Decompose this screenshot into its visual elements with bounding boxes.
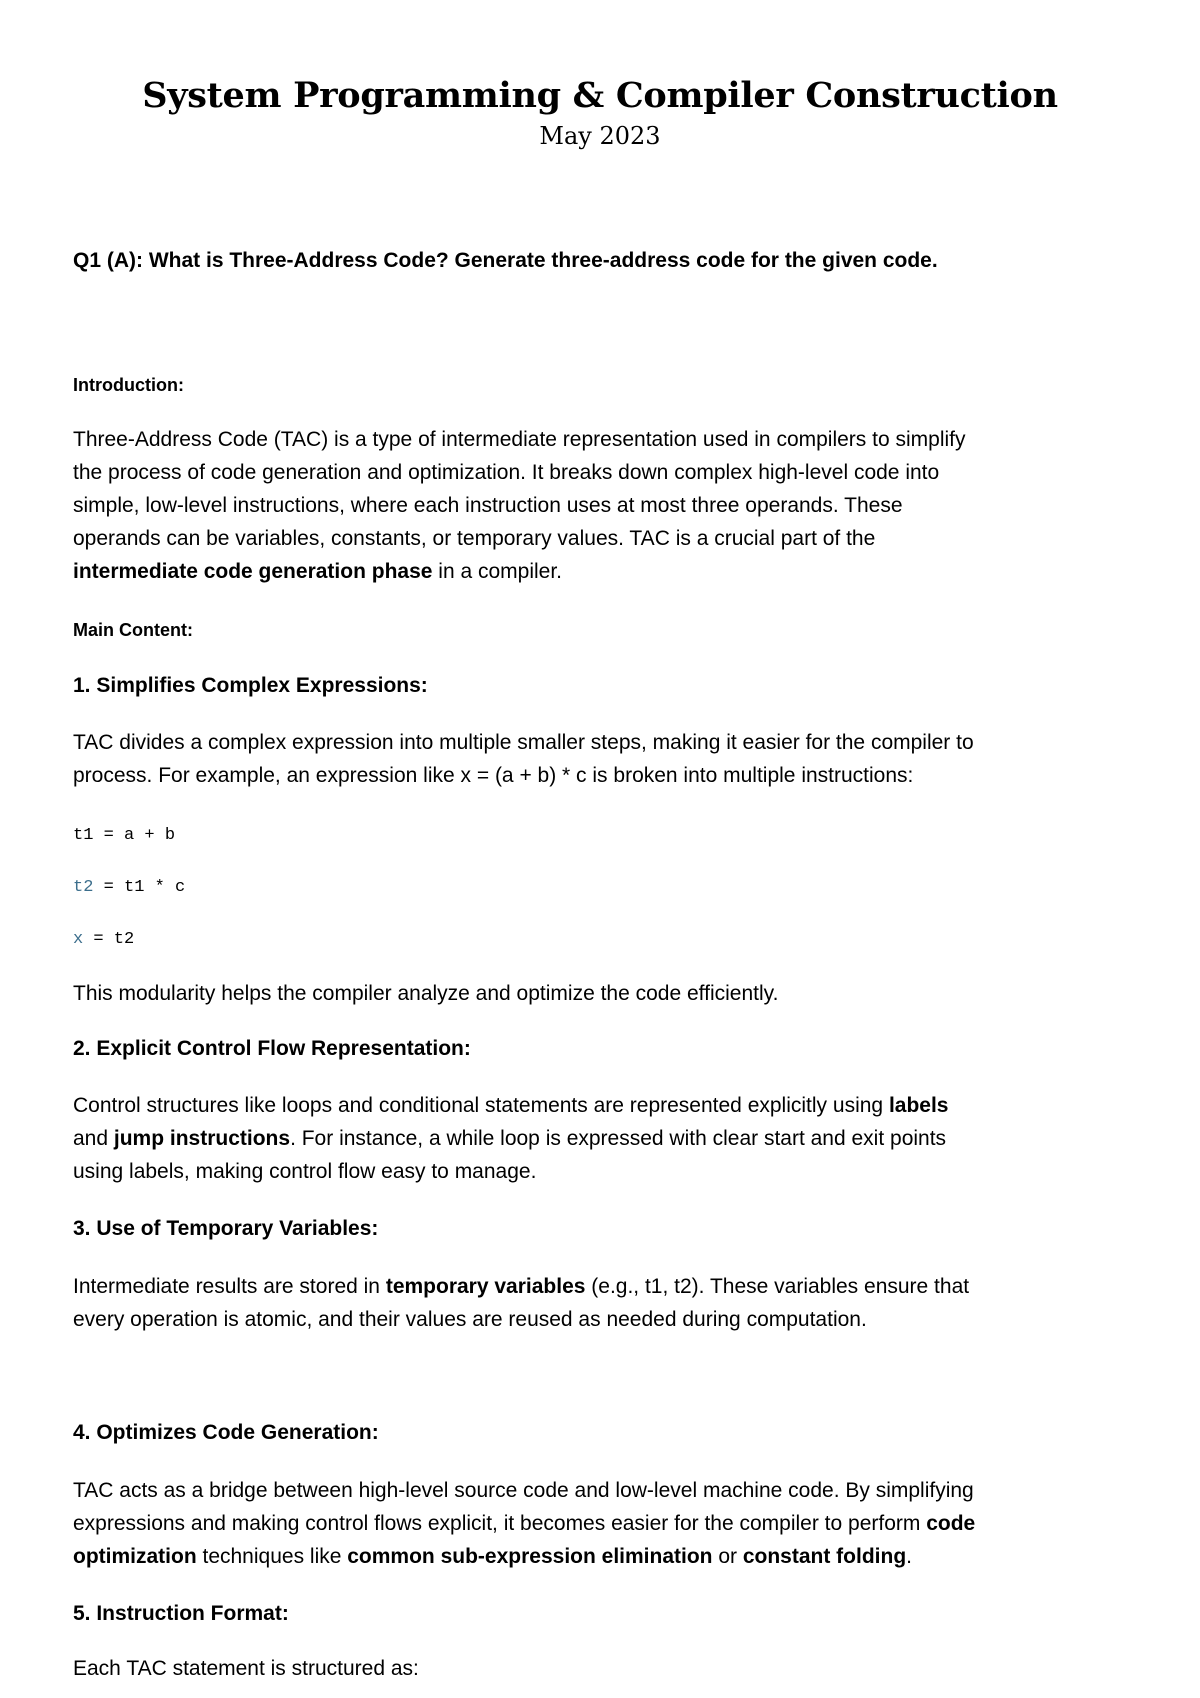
section-1-summary [73,977,1133,1010]
paragraph-line: Each TAC statement is structured as: [73,1657,419,1680]
paragraph-line [73,1122,1133,1155]
section-5-paragraph [73,1652,1133,1685]
paragraph-text: Intermediate results are stored in [73,1275,386,1298]
paragraph-text: or [712,1545,743,1568]
paragraph-line [73,1270,1133,1303]
paragraph-line: This modularity helps the compiler analyze and optimize the code efficiently. [73,982,779,1005]
introduction-paragraph [73,423,1133,588]
bold-term: code [926,1512,976,1535]
paragraph-line [73,555,1133,588]
paragraph-line: simple, low-level instructions, where each instruction uses at most three operands. These [73,494,903,517]
paragraph-line [73,1507,1133,1540]
paragraph-text: and [73,1127,114,1150]
paragraph-line: TAC acts as a bridge between high-level source code and low-level machine code. By simplifying [73,1479,974,1502]
bold-term: intermediate code generation phase [73,560,433,583]
paragraph-text: Control structures like loops and conditional statements are represented explicitly using [73,1094,889,1117]
document-title: System Programming & Compiler Construction [142,75,1058,116]
code-expression: = a + b [93,826,176,845]
section-1-heading: 1. Simplifies Complex Expressions: [73,674,428,697]
bold-term: common sub-expression elimination [347,1545,713,1568]
main-content-label: Main Content: [73,620,193,640]
code-line [73,928,134,952]
paragraph-line: the process of code generation and optimization. It breaks down complex high-level code into [73,461,940,484]
paragraph-line: every operation is atomic, and their values are reused as needed during computation. [73,1308,867,1331]
section-1-paragraph [73,726,1133,792]
paragraph-line: using labels, making control flow easy to manage. [73,1160,537,1183]
paragraph-line: process. For example, an expression like x = (a + b) * c is broken into multiple instructions: [73,764,914,787]
paragraph-line: TAC divides a complex expression into multiple smaller steps, making it easier for the compiler to [73,731,974,754]
code-variable: x [73,930,84,949]
document-date: May 2023 [539,122,661,150]
section-5-heading: 5. Instruction Format: [73,1602,289,1625]
paragraph-text: in a compiler. [432,560,562,583]
paragraph-line: Three-Address Code (TAC) is a type of intermediate representation used in compilers to simplify [73,428,966,451]
code-variable: t1 [73,826,94,845]
code-expression: = t2 [83,930,135,949]
section-2-paragraph [73,1089,1133,1188]
bold-term: constant folding [742,1545,907,1568]
section-4-heading: 4. Optimizes Code Generation: [73,1421,379,1444]
bold-term: jump instructions [113,1127,291,1150]
bold-term: optimization [73,1545,197,1568]
paragraph-text: techniques like [196,1545,348,1568]
paragraph-line [73,1540,1133,1573]
code-variable: t2 [73,878,94,897]
bold-term: temporary variables [385,1275,586,1298]
bold-term: labels [888,1094,949,1117]
question-heading: Q1 (A): What is Three-Address Code? Generate three-address code for the given code. [73,249,938,272]
paragraph-text: expressions and making control flows explicit, it becomes easier for the compiler to perform [73,1512,927,1535]
paragraph-line: operands can be variables, constants, or temporary values. TAC is a crucial part of the [73,527,876,550]
paragraph-text: . For instance, a while loop is expressed with clear start and exit points [290,1127,947,1150]
code-expression: = t1 * c [93,878,186,897]
section-2-heading: 2. Explicit Control Flow Representation: [73,1037,471,1060]
paragraph-text: . [906,1545,912,1568]
section-3-paragraph [73,1270,1133,1336]
section-3-heading: 3. Use of Temporary Variables: [73,1217,379,1240]
paragraph-text: (e.g., t1, t2). These variables ensure that [585,1275,970,1298]
code-line [73,824,175,848]
introduction-label: Introduction: [73,375,184,395]
section-4-paragraph [73,1474,1133,1573]
paragraph-line [73,1089,1133,1122]
code-line [73,876,185,900]
